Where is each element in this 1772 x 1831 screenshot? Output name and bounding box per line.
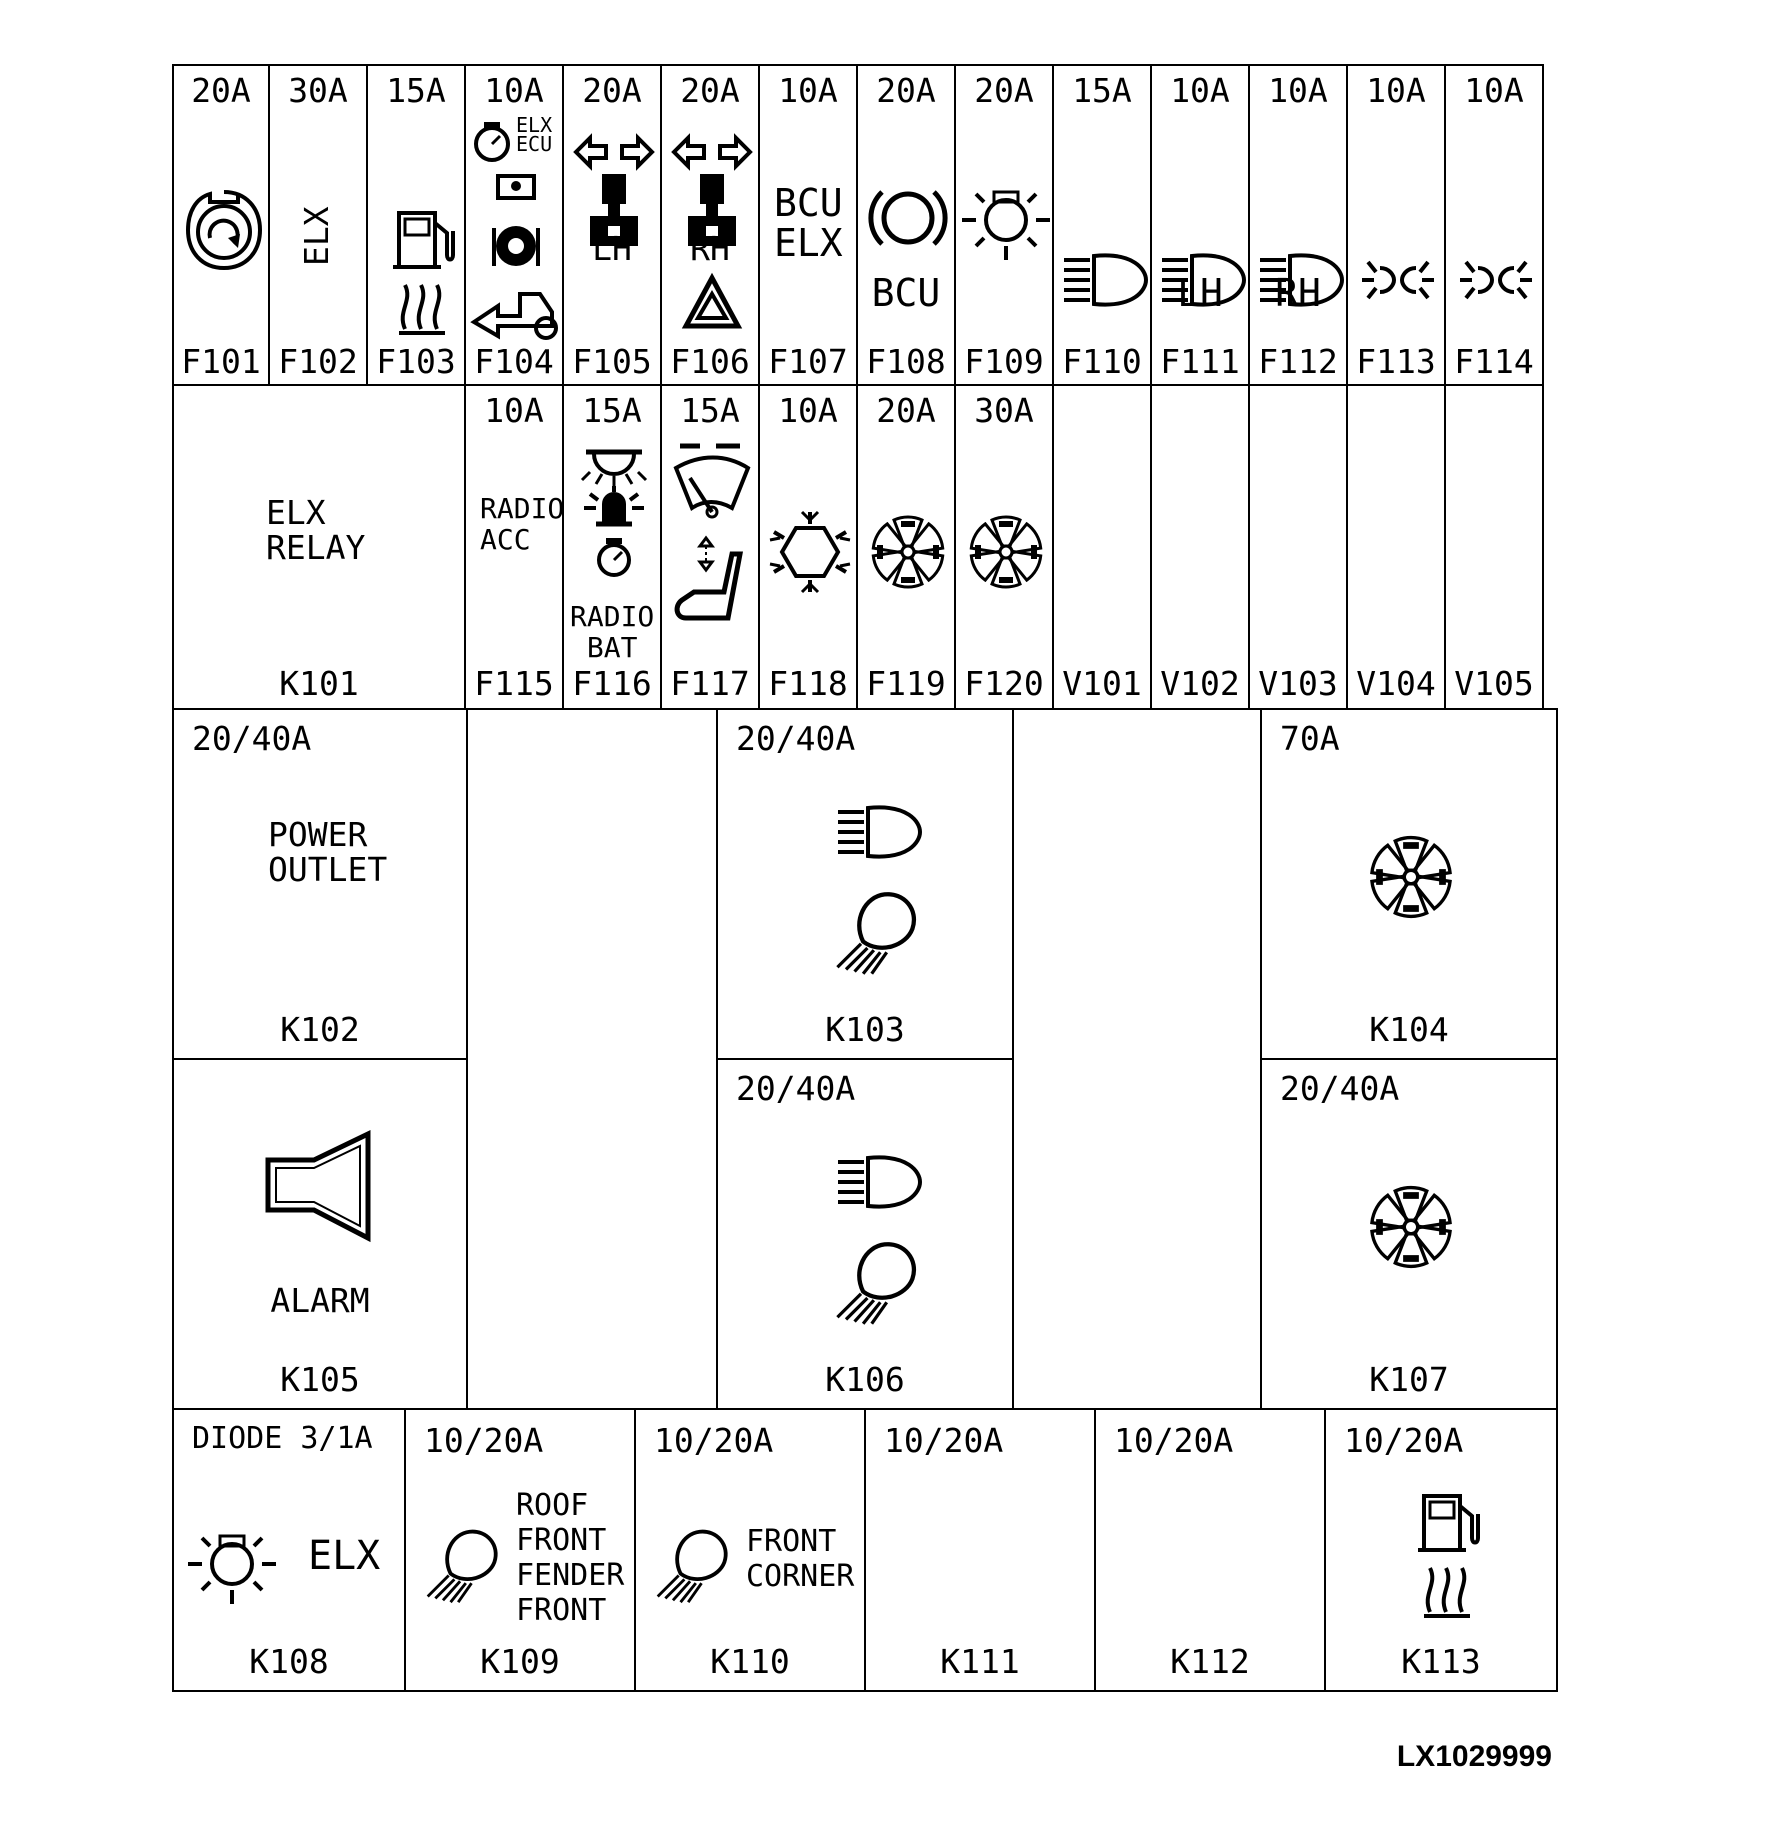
fuse-f114: [1444, 64, 1544, 386]
fuse-rating: 20A: [680, 71, 740, 110]
relay-k113: [1324, 1408, 1558, 1692]
slot-id: V102: [1160, 664, 1240, 703]
relay-label: ROOF FRONT FENDER FRONT: [516, 1488, 625, 1629]
work-light-icon: [828, 1238, 924, 1328]
fan-icon: [1366, 1182, 1456, 1272]
fuse-rating: 10A: [484, 71, 544, 110]
fuse-label: RH: [1275, 271, 1321, 315]
fuse-f118: [758, 384, 858, 710]
relay-id: K104: [1369, 1010, 1449, 1049]
relay-label: ALARM: [270, 1281, 370, 1320]
fuse-f112: [1248, 64, 1348, 386]
fuse-rating: 10A: [778, 71, 838, 110]
relay-rating: DIODE 3/1A: [192, 1421, 373, 1456]
relay-k109: [404, 1408, 636, 1692]
fuse-rating: 15A: [386, 71, 446, 110]
fuse-label: RADIO BAT: [570, 600, 655, 664]
fuse-label: BCU ELX: [774, 181, 843, 265]
fuse-f120: [954, 384, 1054, 710]
fuse-rating: 10A: [778, 391, 838, 430]
relay-rating: 10/20A: [654, 1421, 774, 1460]
fuse-rating: 10A: [1268, 71, 1328, 110]
fuse-f104: [464, 64, 564, 386]
fuse-f115: [464, 384, 564, 710]
horn-icon: [264, 1130, 374, 1250]
relay-k104: [1260, 708, 1558, 1060]
fuse-id: F103: [376, 342, 456, 381]
relay-id: K102: [280, 1010, 360, 1049]
fuse-rating: 20A: [582, 71, 642, 110]
blank-slot: [1012, 708, 1262, 1410]
fuse-f116: [562, 384, 662, 710]
fuse-f101: [172, 64, 270, 386]
relay-id: K103: [825, 1010, 905, 1049]
relay-rating: 10/20A: [884, 1421, 1004, 1460]
relay-rating: 10/20A: [1344, 1421, 1464, 1460]
fuse-f108: [856, 64, 956, 386]
fuse-id: F109: [964, 342, 1044, 381]
fuse-id: F110: [1062, 342, 1142, 381]
blank-slot: [466, 708, 718, 1410]
relay-rating: 20/40A: [736, 1069, 856, 1108]
fuse-rating: 20A: [974, 71, 1034, 110]
fuse-f107: [758, 64, 858, 386]
fuse-f106: [660, 64, 760, 386]
air-conditioning-icon: [768, 510, 852, 594]
fuse-f103: [366, 64, 466, 386]
relay-k107: [1260, 1058, 1558, 1410]
beacon-lamp-icon: [186, 1514, 278, 1614]
fuse-rating: 20A: [876, 391, 936, 430]
relay-k106: [716, 1058, 1014, 1410]
fuse-f102: [268, 64, 368, 386]
relay-rating: 20/40A: [736, 719, 856, 758]
fuse-rating: 10A: [1170, 71, 1230, 110]
relay-k108: [172, 1408, 406, 1692]
slot-id: V104: [1356, 664, 1436, 703]
fuse-f110: [1052, 64, 1152, 386]
work-light-icon: [422, 1526, 502, 1606]
fuse-rating: 20A: [876, 71, 936, 110]
fuse-rating: 30A: [288, 71, 348, 110]
relay-rating: 10/20A: [424, 1421, 544, 1460]
fuse-label: BCU: [871, 271, 941, 315]
relay-k111: [864, 1408, 1096, 1692]
fuse-f119: [856, 384, 956, 710]
fuse-id: F115: [474, 664, 554, 703]
fuse-id: F114: [1454, 342, 1534, 381]
fuse-label: ELX: [297, 206, 336, 266]
relay-k110: [634, 1408, 866, 1692]
relay-k102: [172, 708, 468, 1060]
slot-id: V103: [1258, 664, 1338, 703]
relay-id: K106: [825, 1360, 905, 1399]
side-light-icon: [1358, 256, 1438, 304]
fuse-label: RADIO ACC: [480, 492, 565, 556]
work-light-icon: [652, 1526, 732, 1606]
relay-id: K101: [279, 664, 359, 703]
fuel-heater-icon: [1408, 1480, 1488, 1630]
relay-k101: [172, 384, 466, 710]
relay-id: K113: [1401, 1642, 1481, 1681]
engine-rpm-icon: [184, 188, 264, 272]
slot-v101: [1052, 384, 1152, 710]
fuse-label: ELX ECU: [516, 113, 553, 156]
fuse-rating: 20A: [191, 71, 251, 110]
relay-id: K112: [1170, 1642, 1250, 1681]
fuse-rating: 15A: [582, 391, 642, 430]
relay-id: K111: [940, 1642, 1020, 1681]
fuse-id: F111: [1160, 342, 1240, 381]
slot-id: V105: [1454, 664, 1534, 703]
side-light-icon: [1456, 256, 1536, 304]
relay-k105: [172, 1058, 468, 1410]
slot-v104: [1346, 384, 1446, 710]
headlight-icon: [828, 1152, 928, 1212]
slot-v105: [1444, 384, 1544, 710]
wiper-seat-icon: [670, 442, 754, 632]
relay-id: K109: [480, 1642, 560, 1681]
fuse-id: F119: [866, 664, 946, 703]
gauge-engine-pto-tractor-icon: [470, 113, 562, 346]
relay-id: K108: [249, 1642, 329, 1681]
relay-k103: [716, 708, 1014, 1060]
fan-icon: [1366, 832, 1456, 922]
slot-v103: [1248, 384, 1348, 710]
dome-beacon-gauge-icon: [580, 438, 648, 588]
slot-v102: [1150, 384, 1250, 710]
fuse-label: LH: [592, 229, 632, 268]
fuse-rating: 15A: [680, 391, 740, 430]
relay-label: POWER OUTLET: [268, 815, 388, 889]
relay-id: K107: [1369, 1360, 1449, 1399]
fuse-id: F101: [181, 342, 261, 381]
fuse-id: F108: [866, 342, 946, 381]
beacon-lamp-icon: [960, 170, 1052, 270]
fan-icon: [966, 512, 1046, 592]
relay-label: ELX: [308, 1533, 381, 1579]
fuse-f117: [660, 384, 760, 710]
fuse-id: F106: [670, 342, 750, 381]
fuse-id: F112: [1258, 342, 1338, 381]
fuse-f109: [954, 64, 1054, 386]
fuse-id: F104: [474, 342, 554, 381]
fuse-rating: 30A: [974, 391, 1034, 430]
fuse-label: RH: [690, 229, 730, 268]
relay-k112: [1094, 1408, 1326, 1692]
fuse-id: F118: [768, 664, 848, 703]
fuse-f111: [1150, 64, 1250, 386]
brake-icon: [868, 178, 948, 258]
relay-id: K105: [280, 1360, 360, 1399]
relay-id: K110: [710, 1642, 790, 1681]
fuse-id: F116: [572, 664, 652, 703]
relay-label: ELX RELAY: [266, 493, 366, 567]
fuse-rating: 10A: [484, 391, 544, 430]
relay-rating: 10/20A: [1114, 1421, 1234, 1460]
fuse-id: F107: [768, 342, 848, 381]
fuse-id: F120: [964, 664, 1044, 703]
reference-code: LX1029999: [1396, 1740, 1552, 1773]
fuse-f113: [1346, 64, 1446, 386]
headlight-icon: [828, 802, 928, 862]
headlight-icon: [1058, 250, 1150, 310]
fuse-label: LH: [1177, 271, 1223, 315]
fuse-id: F105: [572, 342, 652, 381]
fuel-heater-icon: [388, 206, 458, 336]
relay-rating: 70A: [1280, 719, 1340, 758]
fuse-id: F117: [670, 664, 750, 703]
slot-id: V101: [1062, 664, 1142, 703]
fuse-rating: 10A: [1366, 71, 1426, 110]
fuse-f105: [562, 64, 662, 386]
fuse-id: F102: [278, 342, 358, 381]
relay-label: FRONT CORNER: [746, 1524, 855, 1595]
fuse-rating: 10A: [1464, 71, 1524, 110]
work-light-icon: [828, 888, 924, 978]
relay-rating: 20/40A: [192, 719, 312, 758]
fuse-rating: 15A: [1072, 71, 1132, 110]
fan-icon: [868, 512, 948, 592]
relay-rating: 20/40A: [1280, 1069, 1400, 1108]
fuse-id: F113: [1356, 342, 1436, 381]
